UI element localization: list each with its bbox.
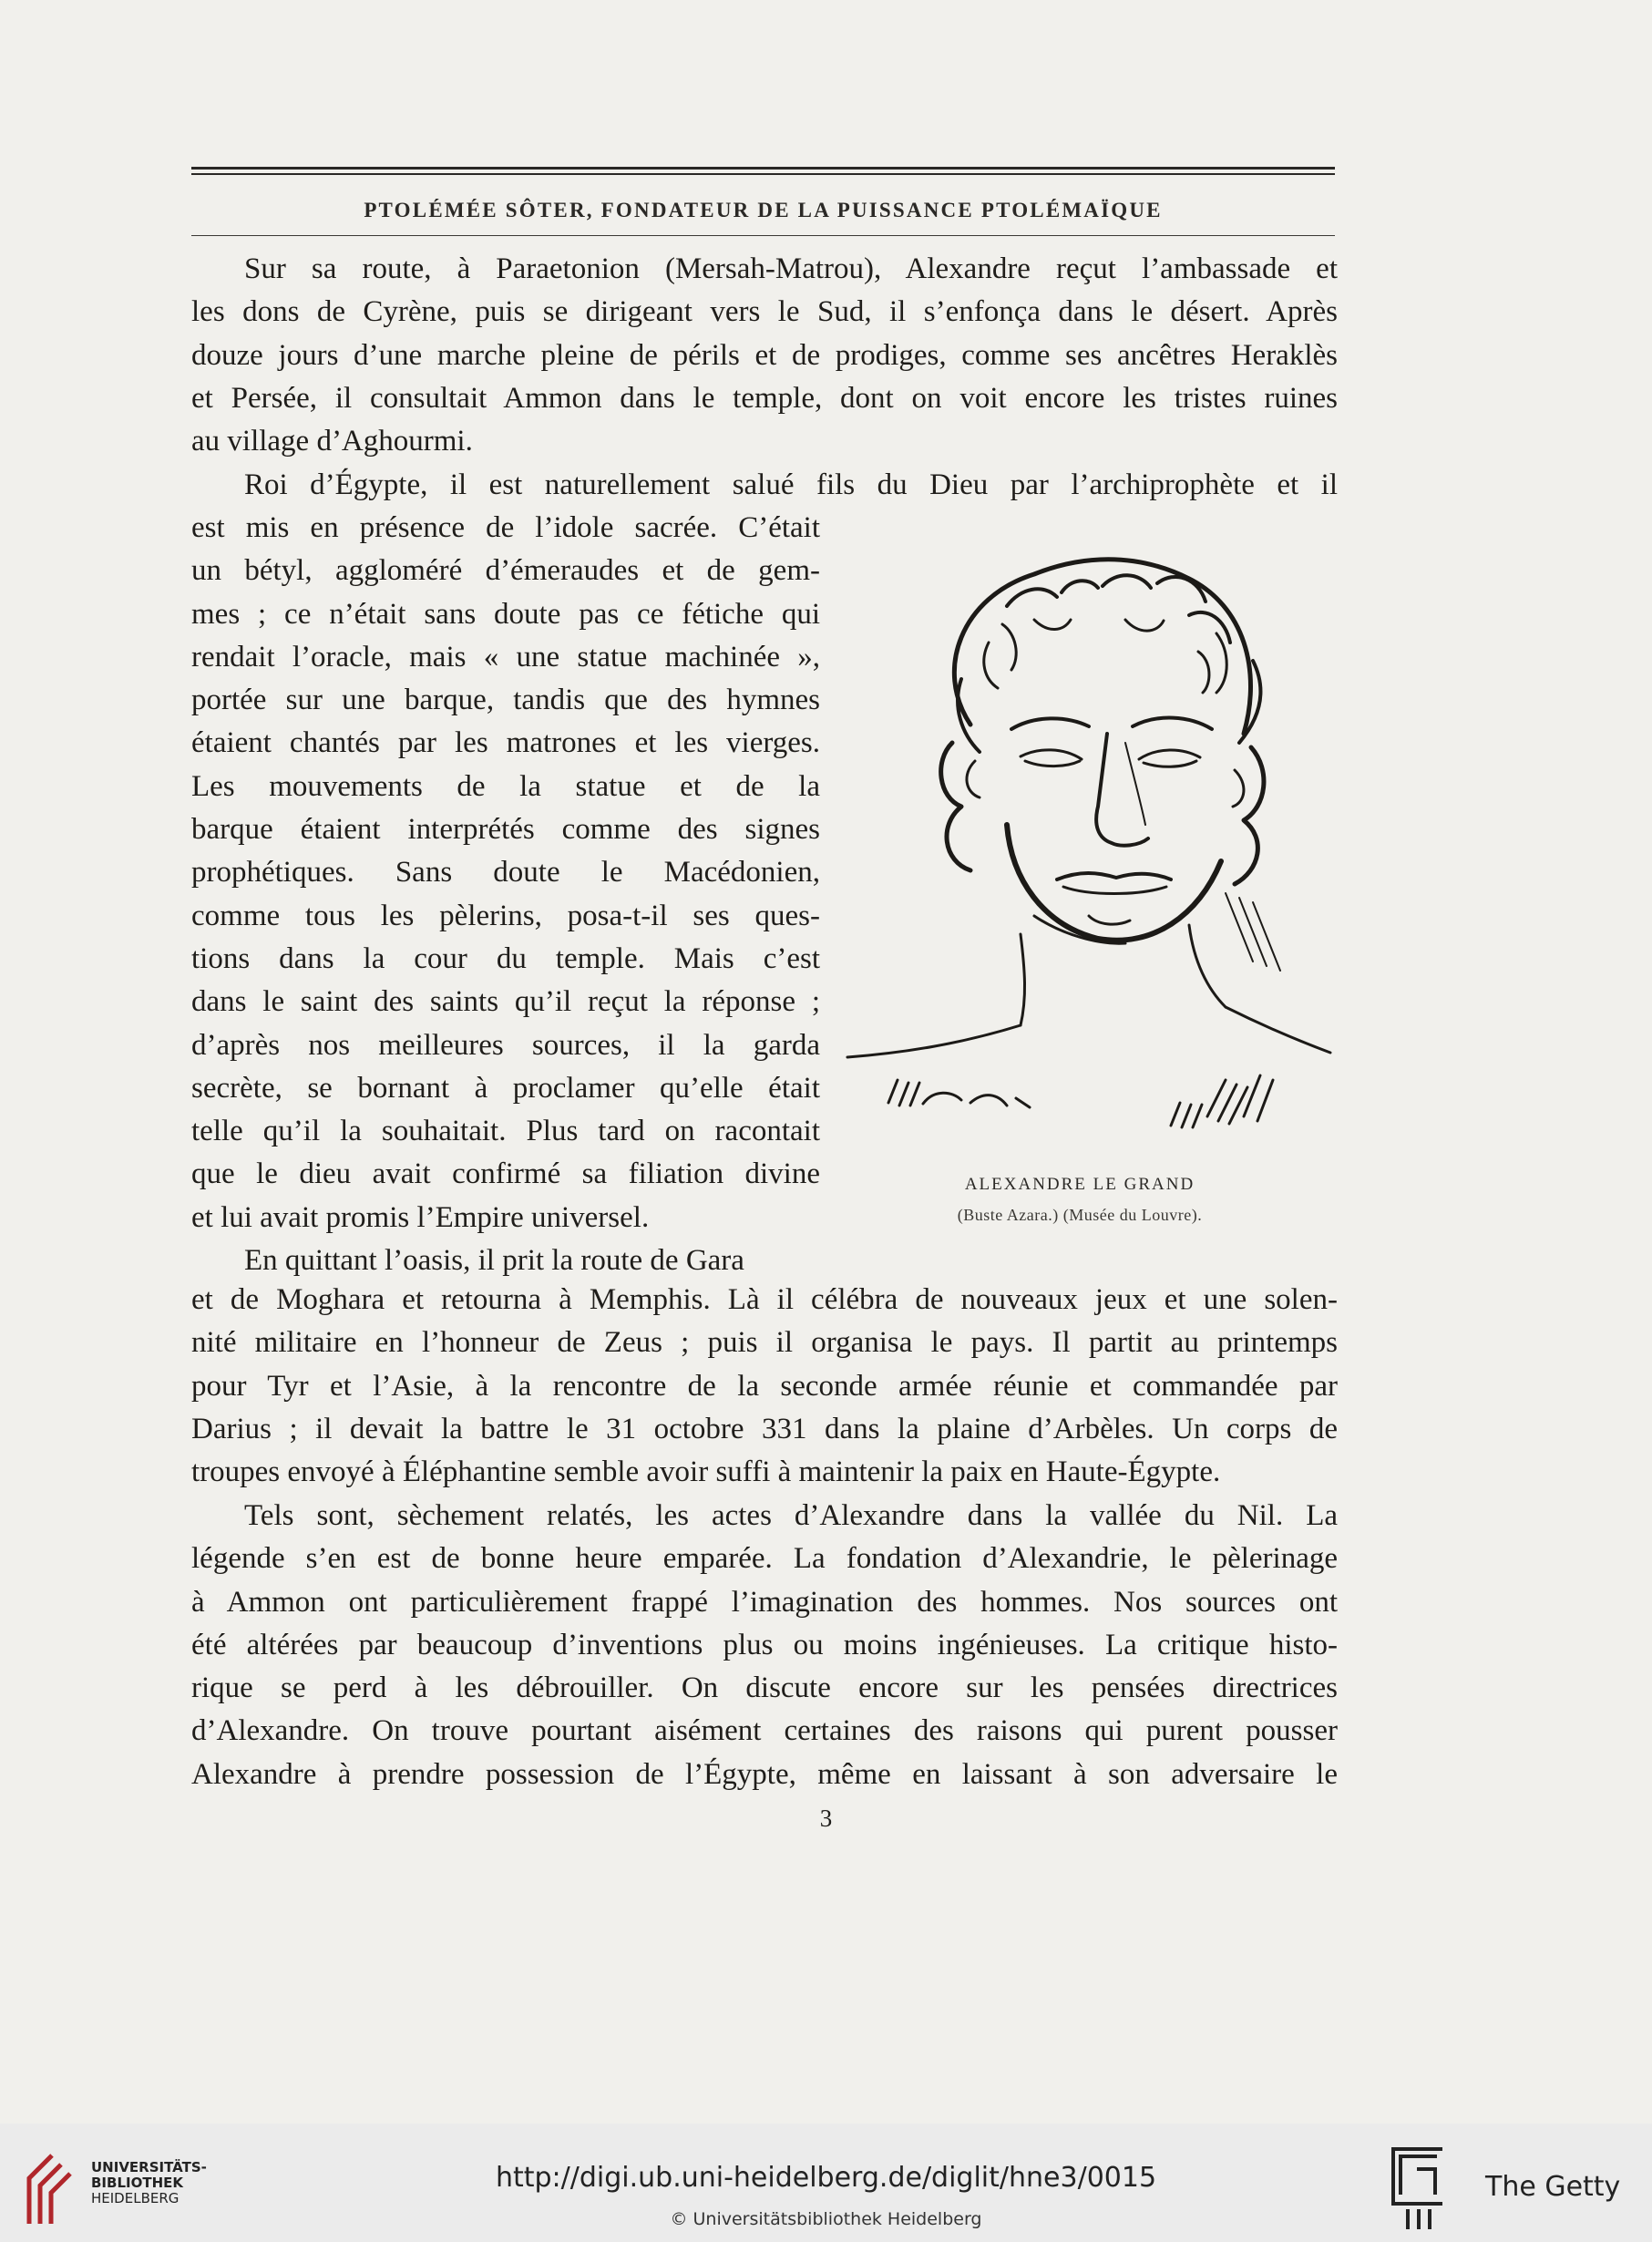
text-line: portée sur une barque, tandis que des hymnes [191,684,820,717]
text-line: barque étaient interprétés comme des signes [191,813,820,847]
page-number: 3 [819,1805,833,1832]
text-line: été altérées par beaucoup d’inventions plus ou moins ingénieuses. La critique histo- [191,1628,1338,1661]
copyright-notice: © Universitätsbibliothek Heidelberg [670,2209,982,2229]
text-line: un bétyl, aggloméré d’émeraudes et de gem- [191,554,820,588]
header-rule-top [191,167,1335,170]
text-line: Les mouvements de la statue et de la [191,769,820,803]
text-line: En quittant l’oasis, il prit la route de Gara [244,1244,744,1278]
text-line: et de Moghara et retourna à Memphis. Là il célébra de nouveaux jeux et une solen- [191,1283,1338,1316]
text-line: douze jours d’une marche pleine de périls et de prodiges, comme ses ancêtres Heraklès [191,338,1338,372]
bust-illustration [825,533,1335,1135]
text-line: les dons de Cyrène, puis se dirigeant vers le Sud, il s’enfonça dans le désert. Après [191,295,1338,329]
text-line: Tels sont, sèchement relatés, les actes d’Alexandre dans la vallée du Nil. La [244,1499,1338,1532]
figure-caption-note: (Buste Azara.) (Musée du Louvre). [957,1206,1203,1224]
header-rule-bottom [191,235,1335,236]
text-line: comme tous les pèlerins, posa-t-il ses ques- [191,899,820,932]
text-line: tions dans la cour du temple. Mais c’est [191,941,820,975]
text-line: au village d’Aghourmi. [191,425,473,458]
text-line: dans le saint des saints qu’il reçut la réponse ; [191,985,820,1019]
text-line: et lui avait promis l’Empire universel. [191,1200,650,1234]
library-name-line: BIBLIOTHEK [91,2175,183,2191]
text-line: troupes envoyé à Éléphantine semble avoir suffi à maintenir la paix en Haute-Égypte. [191,1455,1221,1489]
text-line: nité militaire en l’honneur de Zeus ; puis il organisa le pays. Il partit au printemps [191,1326,1338,1360]
text-line: et Persée, il consultait Ammon dans le temple, dont on voit encore les tristes ruines [191,381,1338,415]
text-line: telle qu’il la souhaitait. Plus tard on racontait [191,1115,820,1148]
paragraph-3 [191,1279,1338,1494]
text-line: prophétiques. Sans doute le Macédonien, [191,856,820,890]
header-rule-top-2 [191,173,1335,175]
text-line: pour Tyr et l’Asie, à la rencontre de la seconde armée réunie et commandée par [191,1369,1338,1403]
text-line: rendait l’oracle, mais « une statue machinée », [191,640,820,674]
permalink-url[interactable]: http://digi.ub.uni-heidelberg.de/diglit/hne3/0015 [495,2162,1157,2194]
figure-caption-title: ALEXANDRE LE GRAND [964,1175,1195,1194]
text-line: rique se perd à les débrouiller. On discute encore sur les pensées directrices [191,1671,1338,1705]
text-line: Sur sa route, à Paraetonion (Mersah-Matrou), Alexandre reçut l’ambassade et [244,252,1338,285]
paragraph-2 [191,464,1338,507]
text-line: à Ammon ont particulièrement frappé l’imagination des hommes. Nos sources ont [191,1585,1338,1619]
text-line: légende s’en est de bonne heure emparée. La fondation d’Alexandrie, le pèlerinage [191,1542,1338,1576]
text-line: Roi d’Égypte, il est naturellement salué fils du Dieu par l’archiprophète et il [244,468,1338,501]
library-name-line: UNIVERSITÄTS- [91,2159,207,2175]
text-line: est mis en présence de l’idole sacrée. C’était [191,511,820,544]
text-line: étaient chantés par les matrones et les vierges. [191,726,820,760]
text-line: secrète, se bornant à proclamer qu’elle était [191,1071,820,1105]
text-line: Alexandre à prendre possession de l’Égypte, même en laissant à son adversaire le [191,1757,1338,1791]
library-name-line: HEIDELBERG [91,2190,180,2206]
partner-name: The Getty [1485,2171,1621,2203]
text-line: d’après nos meilleures sources, il la garda [191,1028,820,1062]
text-line: mes ; ce n’était sans doute pas ce fétiche qui [191,597,820,631]
text-line: Darius ; il devait la battre le 31 octobre 331 dans la plaine d’Arbèles. Un corps de [191,1412,1338,1445]
getty-logo-icon [1390,2145,1444,2233]
text-line: d’Alexandre. On trouve pourtant aisément certaines des raisons qui purent pousser [191,1714,1338,1748]
running-title: PTOLÉMÉE SÔTER, FONDATEUR DE LA PUISSANCE PTOLÉMAÏQUE [364,199,1163,221]
viewer-footer [0,2124,1652,2242]
text-line: que le dieu avait confirmé sa filiation divine [191,1157,820,1191]
paragraph-4 [191,1495,1338,1796]
paragraph-1 [191,248,1338,463]
